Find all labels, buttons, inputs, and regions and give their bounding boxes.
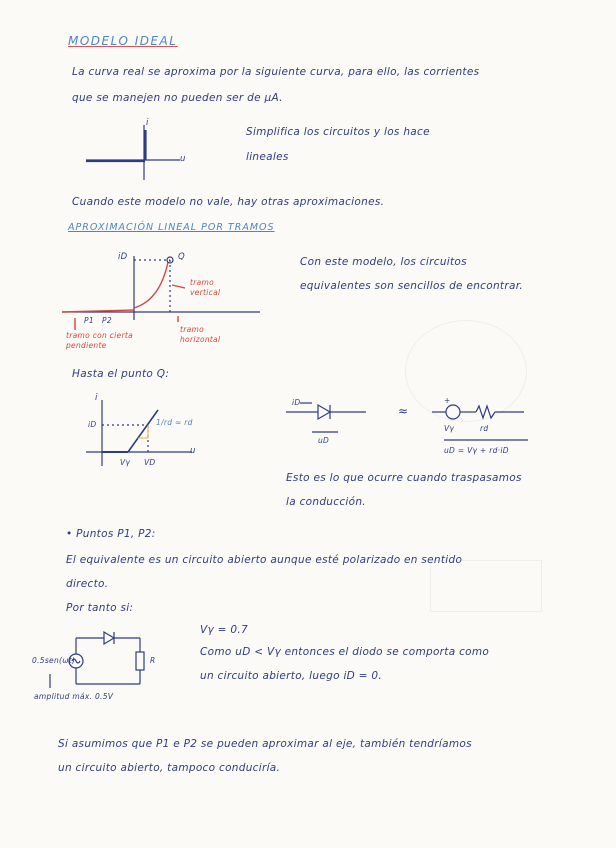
intro-line-2: que se manejen no pueden ser de μA. [72,92,283,104]
graph3-y-label: i [95,393,98,403]
como-line-1: Como uD < Vγ entonces el diodo se comporta como [200,646,490,658]
puntos-line: • Puntos P1, P2: [66,528,156,540]
circuit2-rd-label: rd [480,424,489,433]
intro-line-1: La curva real se aproxima por la siguiente curva, para ello, las corrientes [72,66,480,78]
graph3-x-label: u [190,446,196,456]
graph2-p2-label: P2 [102,316,112,325]
circuit1-current-label: iD [292,398,301,407]
circuit3-diode-symbol [104,632,114,644]
graph2-horizontal-label-1: tramo [180,325,205,334]
graph2-p1-label: P1 [84,316,94,325]
graph2-horizontal-label-2: horizontal [180,335,221,344]
graph3-slope-label: 1/rd ≈ rd [156,418,193,427]
graph2-y-label: iD [118,252,128,262]
cuando-line: Cuando este modelo no vale, hay otras aproximaciones. [72,196,385,208]
por-tanto-line: Por tanto si: [66,602,134,614]
equivalente-line-1: El equivalente es un circuito abierto aunque esté polarizado en sentido [66,554,463,566]
ocurre-line-1: Esto es lo que ocurre cuando traspasamos [286,472,522,484]
modelo-line-2: equivalentes son sencillos de encontrar. [300,280,523,292]
graph2-vertical-label-1: tramo [190,278,215,287]
circuit2-vy-label: Vγ [444,424,455,433]
graph2-left-label-2: pendiente [66,341,107,350]
section-subtitle: APROXIMACIÓN LINEAL POR TRAMOS [68,222,275,233]
como-line-2: un circuito abierto, luego iD = 0. [200,670,383,682]
graph2-point-label: Q [178,252,185,262]
graph3-vy-label: Vγ [120,458,131,467]
circuit1-voltage-label: uD [318,436,330,445]
modelo-line-1: Con este modelo, los circuitos [300,256,467,268]
circuit3-resistor [136,652,144,670]
graph3-vd-label: VD [144,458,156,467]
graph1-y-label: i [146,118,149,128]
page-title: MODELO IDEAL [68,34,178,48]
simplify-line-2: lineales [246,151,289,163]
final-line-2: un circuito abierto, tampoco conduciría. [58,762,281,774]
circuit2-plus: + [444,396,451,405]
circuit3-source-label: 0.5sen(ωt) [32,656,76,665]
circuit3-amplitude-note: amplitud máx. 0.5V [34,692,114,701]
vy-value-line: Vγ = 0.7 [200,624,248,636]
graph3-i0-label: iD [88,420,97,429]
simplify-line-1: Simplifica los circuitos y los hace [246,126,430,138]
graph2-vertical-label-2: vertical [190,288,221,297]
hasta-line: Hasta el punto Q: [72,368,170,380]
equivalente-line-2: directo. [66,578,109,590]
approx-symbol: ≈ [398,404,409,418]
circuit3-resistor-label: R [150,656,156,665]
final-line-1: Si asumimos que P1 e P2 se pueden aproximar al eje, también tendríamos [58,738,472,750]
circuit2-equation: uD = Vγ + rd·iD [444,446,509,455]
graph1-x-label: u [180,154,186,164]
ocurre-line-2: la conducción. [286,496,366,508]
graph2-left-label-1: tramo con cierta [66,331,133,340]
